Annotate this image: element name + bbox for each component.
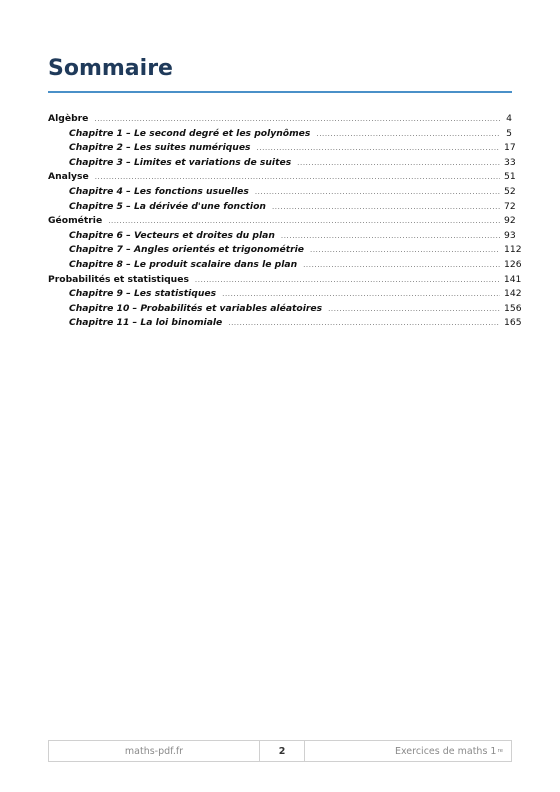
toc-chapter-entry[interactable] bbox=[48, 127, 512, 142]
footer-book-title-text: Exercices de maths 1 bbox=[394, 745, 497, 757]
toc-part-entry[interactable] bbox=[48, 170, 516, 185]
toc-entry-page: 4 bbox=[506, 113, 512, 124]
toc-entry-page: 52 bbox=[504, 185, 516, 197]
toc-entry-page: 156 bbox=[504, 302, 522, 314]
toc-leader-dots bbox=[257, 141, 500, 155]
toc-entry-page: 17 bbox=[504, 142, 516, 154]
toc-part-entry[interactable] bbox=[48, 112, 512, 127]
toc-entry-label: Chapitre 6 – Vecteurs et droites du plan bbox=[69, 229, 275, 241]
toc-entry-label: Chapitre 8 – Le produit scalaire dans le plan bbox=[69, 258, 298, 270]
toc-entry-page: 93 bbox=[504, 229, 516, 241]
toc-chapter-entry[interactable] bbox=[48, 229, 516, 244]
toc-entry-label: Géométrie bbox=[48, 215, 103, 227]
title-underline bbox=[48, 91, 512, 93]
toc-entry-page: 142 bbox=[504, 288, 522, 300]
toc-entry-label: Chapitre 5 – La dérivée d'une fonction bbox=[69, 200, 266, 212]
toc-chapter-entry[interactable] bbox=[48, 156, 516, 171]
toc-leader-dots bbox=[94, 112, 500, 126]
toc-leader-dots bbox=[310, 243, 500, 257]
footer-book-title-sup: re bbox=[497, 748, 503, 754]
toc-chapter-entry[interactable] bbox=[48, 243, 522, 258]
toc-leader-dots bbox=[272, 200, 500, 214]
toc-entry-page: 33 bbox=[504, 156, 516, 168]
toc-leader-dots bbox=[303, 258, 500, 272]
toc-entry-label: Probabilités et statistiques bbox=[48, 273, 189, 285]
toc-entry-page: 141 bbox=[503, 273, 522, 285]
toc-entry-page: 5 bbox=[506, 127, 512, 139]
toc-entry-label: Analyse bbox=[48, 171, 89, 183]
toc-entry-label: Chapitre 7 – Angles orientés et trigonométrie bbox=[69, 244, 305, 256]
toc-leader-dots bbox=[195, 273, 500, 287]
toc-leader-dots bbox=[281, 229, 500, 243]
toc-chapter-entry[interactable] bbox=[48, 302, 522, 317]
toc-chapter-entry[interactable] bbox=[48, 185, 516, 200]
toc-leader-dots bbox=[95, 170, 500, 184]
toc-leader-dots bbox=[255, 185, 500, 199]
toc-entry-label: Chapitre 2 – Les suites numériques bbox=[69, 142, 251, 154]
toc-entry-page: 112 bbox=[504, 244, 522, 256]
footer-book-title bbox=[305, 741, 511, 761]
toc-chapter-entry[interactable] bbox=[48, 316, 522, 331]
toc-entry-label: Algèbre bbox=[48, 113, 89, 124]
footer-page-number: 2 bbox=[260, 741, 305, 761]
toc-entry-page: 126 bbox=[504, 258, 522, 270]
toc-part-entry[interactable] bbox=[48, 273, 522, 288]
toc-entry-page: 92 bbox=[504, 215, 516, 227]
footer-site: maths-pdf.fr bbox=[49, 741, 260, 761]
page-title: Sommaire bbox=[48, 56, 173, 81]
toc-chapter-entry[interactable] bbox=[48, 141, 516, 156]
page-footer bbox=[48, 740, 512, 762]
toc-entry-page: 72 bbox=[504, 200, 516, 212]
toc-leader-dots bbox=[297, 156, 500, 170]
toc-entry-label: Chapitre 9 – Les statistiques bbox=[69, 288, 217, 300]
toc-entry-label: Chapitre 4 – Les fonctions usuelles bbox=[69, 185, 249, 197]
toc-entry-page: 165 bbox=[504, 317, 522, 329]
toc-chapter-entry[interactable] bbox=[48, 287, 522, 302]
toc-entry-label: Chapitre 3 – Limites et variations de suites bbox=[69, 156, 292, 168]
table-of-contents bbox=[48, 112, 522, 331]
toc-entry-label: Chapitre 1 – Le second degré et les polynômes bbox=[69, 127, 311, 139]
toc-leader-dots bbox=[328, 302, 500, 316]
toc-entry-label: Chapitre 11 – La loi binomiale bbox=[69, 317, 223, 329]
toc-part-entry[interactable] bbox=[48, 214, 516, 229]
toc-entry-page: 51 bbox=[504, 171, 516, 183]
toc-chapter-entry[interactable] bbox=[48, 258, 522, 273]
toc-leader-dots bbox=[108, 214, 500, 228]
toc-leader-dots bbox=[222, 287, 500, 301]
toc-chapter-entry[interactable] bbox=[48, 200, 516, 215]
toc-entry-label: Chapitre 10 – Probabilités et variables aléatoires bbox=[69, 302, 323, 314]
toc-leader-dots bbox=[316, 127, 500, 141]
toc-leader-dots bbox=[228, 316, 500, 330]
